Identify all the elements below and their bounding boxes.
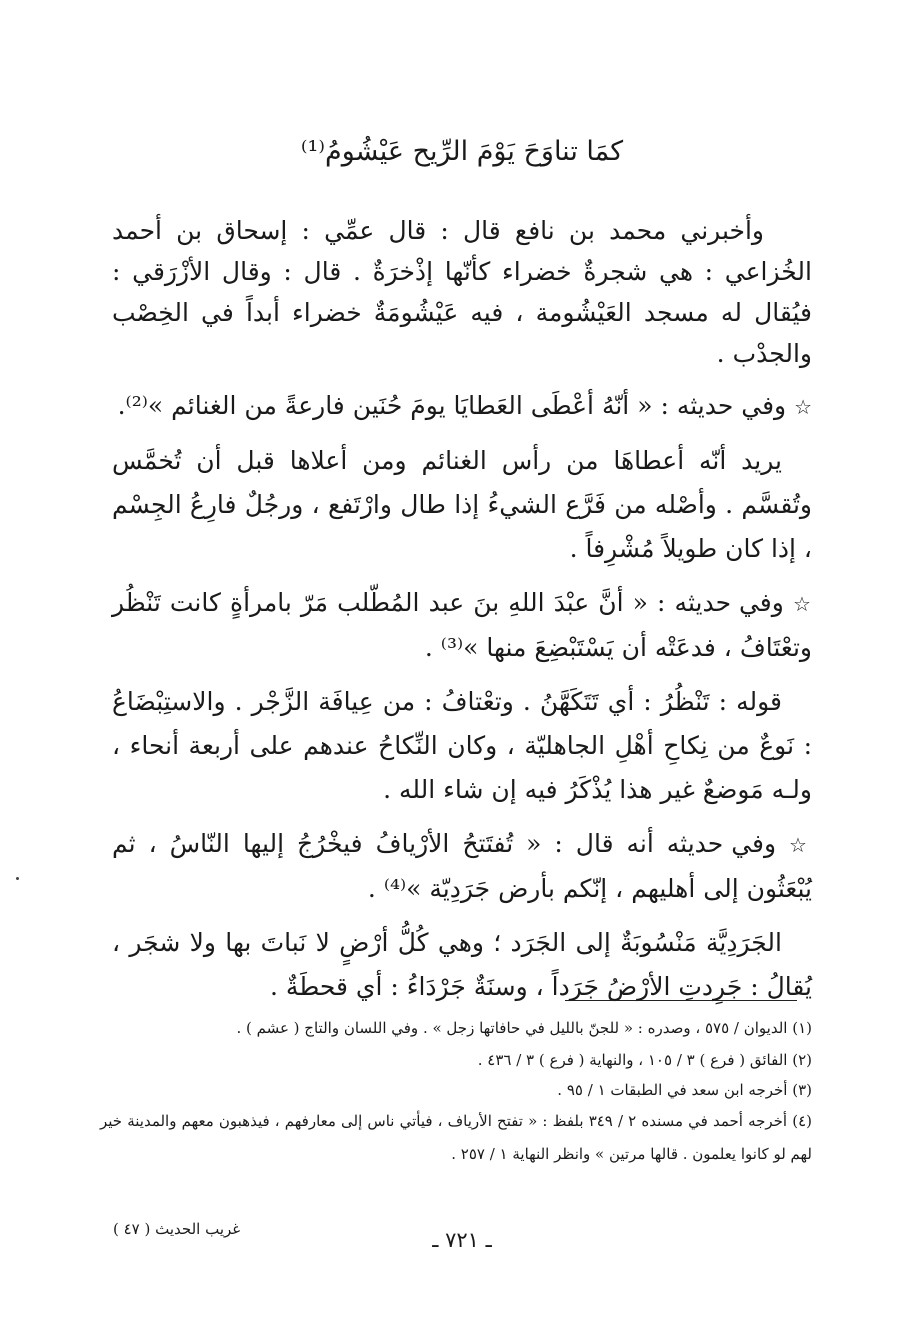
hadith-paragraph-4: [112, 581, 812, 670]
paragraph-4-text: وفي حديثه : « أنَّ عبْدَ اللهِ بنَ عبد المُطّلب مَرّ بامرأةٍ كانت تَنْظُر وتعْتَافُ ، فدعَتْه أن يَسْتَبْضِعَ منها »⁽³⁾ .: [112, 588, 812, 662]
footnote-separator: [565, 1000, 797, 1001]
star-icon: ☆: [792, 592, 812, 616]
hadith-paragraph-6: [112, 822, 812, 911]
paragraph-7: الجَرَدِيَّة مَنْسُوبَةٌ إلى الجَرَد ؛ وهي كُلُّ أرْضٍ لا نَباتَ بها ولا شجَر ، يُقالُ : جَرِدتِ الأرْضُ جَرَداً ، وسنَةٌ جَرْدَاءُ : أي قحطَةٌ .: [112, 928, 812, 1001]
footnote-2: (٢) الفائق ( فرع ) ٣ / ١٠٥ ، والنهاية ( فرع ) ٣ / ٤٣٦ .: [477, 1051, 812, 1069]
star-icon: ☆: [794, 395, 812, 419]
hadith-paragraph-2: [112, 384, 812, 429]
star-icon: ☆: [789, 833, 813, 857]
book-part-label: غريب الحديث ( ٤٧ ): [113, 1220, 241, 1238]
footnote-3: (٣) أخرجه ابن سعد في الطبقات ١ / ٩٥ .: [557, 1081, 812, 1099]
paragraph-1: وأخبرني محمد بن نافع قال : قال عمِّي : إسحاق بن أحمد الخُزاعي : هي شجرةٌ خضراء كأنّها إذْخرَةٌ . قال : وقال الأزْرَقي : فيُقال له مسجد العَيْشُومة ، فيه عَيْشُومَةٌ خضراء أبداً في الخِصْب والجدْب .: [112, 216, 812, 368]
main-text: [112, 210, 812, 1009]
paragraph-6-text: وفي حديثه أنه قال : « تُفتَتحُ الأرْيافُ فيخْرُجُ إليها النّاسُ ، ثم يُبْعَثُون إلى أهليهم ، إنّكم بأرض جَرَدِيّة »⁽⁴⁾ .: [112, 829, 812, 903]
paragraph-5: قوله : تَنْظُرُ : أي تَتَكَهَّنُ . وتعْتافُ : من عِيافَة الزَّجْر . والاستِبْضَاعُ : نَوعٌ من نِكاحِ أهْلِ الجاهليّة ، وكان النِّكاحُ عندهم على أربعة أنحاء ، ولـه مَوضعٌ غير هذا يُذْكَرُ فيه إن شاء الله .: [112, 687, 812, 804]
footnote-4: (٤) أخرجه أحمد في مسنده ٢ / ٣٤٩ بلفظ : « تفتح الأرياف ، فيأتي ناس إلى معارفهم ، فيذهبون معهم والمدينة خير لهم لو كانوا يعلمون . قالها مرتين » وانظر النهاية ١ / ٢٥٧ .: [100, 1112, 813, 1163]
page-number: ـ ٧٢١ ـ: [432, 1228, 492, 1252]
verse-line: كمَا تناوَحَ يَوْمَ الرِّيح عَيْشُومُ⁽¹⁾: [300, 136, 624, 167]
footnote-1: (١) الديوان / ٥٧٥ ، وصدره : « للجنّ بالليل في حافاتها زجل » . وفي اللسان والتاج ( عشم ) .: [236, 1019, 812, 1037]
scan-speck: [16, 877, 19, 880]
paragraph-2-text: وفي حديثه : « أنّهُ أعْطَى العَطايَا يومَ حُنَين فارعةً من الغنائم »⁽²⁾.: [117, 391, 787, 420]
footnotes: [100, 1012, 812, 1171]
paragraph-3: يريد أنّه أعطاهَا من رأس الغنائم ومن أعلاها قبل أن تُخمَّس وتُقسَّم . وأصْله من فَرَّع الشيءُ إذا طال وارْتَفع ، ورجُلٌ فارِعُ الجِسْم ، إذا كان طويلاً مُشْرِفاً .: [112, 446, 812, 563]
